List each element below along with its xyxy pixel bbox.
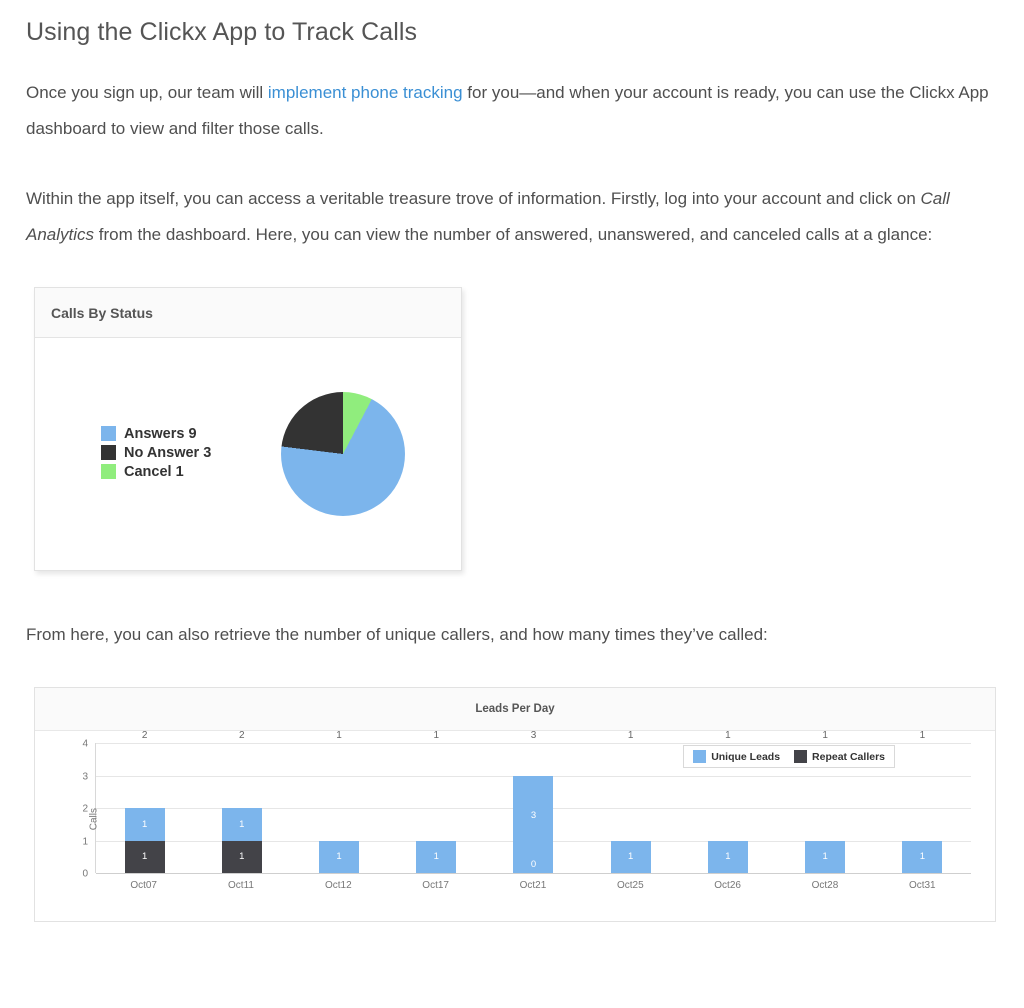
x-tick-label: Oct12 xyxy=(324,880,352,891)
bar-segment-repeat[interactable]: 0 xyxy=(513,856,553,873)
paragraph-3-text: From here, you can also retrieve the number of unique callers, and how many times they’ve called: xyxy=(26,625,768,644)
bar-segment-unique[interactable]: 1 xyxy=(222,808,262,841)
bar-column[interactable] xyxy=(874,730,971,873)
y-tick-2: 2 xyxy=(82,803,88,815)
paragraph-1-text-before: Once you sign up, our team will xyxy=(26,83,268,102)
x-axis-labels xyxy=(95,873,971,891)
bar-column[interactable] xyxy=(582,730,679,873)
gridline-0 xyxy=(82,868,971,880)
y-axis-label: Calls xyxy=(88,808,100,831)
bar-series-container xyxy=(96,730,971,873)
bar-stack[interactable] xyxy=(222,730,262,873)
bar-segment-unique[interactable]: 1 xyxy=(319,841,359,874)
x-tick-label: Oct25 xyxy=(616,880,644,891)
calls-by-status-header xyxy=(35,288,461,338)
pie-legend xyxy=(49,426,239,483)
bar-segment-repeat[interactable]: 1 xyxy=(222,841,262,874)
pie-chart-area xyxy=(239,392,447,516)
pie-legend-item-answers[interactable] xyxy=(101,426,239,442)
bar-total-label: 1 xyxy=(433,730,440,741)
bar-segment-unique[interactable]: 1 xyxy=(611,841,651,874)
x-tick-label: Oct17 xyxy=(422,880,449,891)
x-tick-label: Oct26 xyxy=(714,880,741,891)
paragraph-2-text-after: from the dashboard. Here, you can view the number of answered, unanswered, and canceled calls at a glance: xyxy=(94,225,933,244)
bar-total-label: 2 xyxy=(239,730,245,741)
bar-chart-plot xyxy=(82,730,971,880)
leads-per-day-body xyxy=(35,731,995,921)
bar-stack[interactable] xyxy=(805,730,845,874)
bar-column[interactable] xyxy=(679,730,776,873)
pie-chart[interactable] xyxy=(281,392,405,516)
bar-segment-unique[interactable]: 1 xyxy=(805,841,845,874)
paragraph-2-text-before: Within the app itself, you can access a veritable treasure trove of information. Firstly, log into your account and click on xyxy=(26,189,921,208)
y-tick-4: 4 xyxy=(82,738,88,750)
y-tick-3: 3 xyxy=(82,771,88,782)
x-tick-label: Oct11 xyxy=(228,880,254,891)
cancel-swatch-icon xyxy=(101,464,116,479)
bar-stack[interactable] xyxy=(902,730,942,874)
call-analytics-emphasis: Call Analytics xyxy=(26,189,950,244)
paragraph-2 xyxy=(26,181,998,253)
paragraph-1-text-after: for you—and when your account is ready, you can use the Clickx App dashboard to view and filter those calls. xyxy=(26,83,989,138)
bar-total-label: 1 xyxy=(919,730,926,741)
page-title: Using the Clickx App to Track Calls xyxy=(26,18,418,46)
x-tick-label: Oct28 xyxy=(811,880,839,891)
leads-per-day-card xyxy=(34,687,996,922)
bar-total-label: 3 xyxy=(530,730,537,741)
bar-column[interactable] xyxy=(777,730,874,873)
x-tick-label: Oct31 xyxy=(908,880,936,891)
pie-legend-label-no-answer: No Answer 3 xyxy=(124,444,212,461)
leads-per-day-title: Leads Per Day xyxy=(475,703,555,715)
bar-segment-unique[interactable]: 1 xyxy=(416,841,456,874)
bar-segment-unique[interactable]: 1 xyxy=(902,841,942,874)
bar-column[interactable] xyxy=(96,730,193,873)
answers-swatch-icon xyxy=(101,426,116,441)
bar-total-label: 1 xyxy=(725,730,731,741)
pie-legend-item-cancel[interactable] xyxy=(101,464,239,480)
bar-column[interactable] xyxy=(485,730,582,873)
no-answer-swatch-icon xyxy=(101,445,116,460)
paragraph-3 xyxy=(26,617,998,653)
y-tick-1: 1 xyxy=(82,836,88,847)
calls-by-status-body xyxy=(35,338,461,570)
bar-segment-unique[interactable]: 3 xyxy=(513,776,553,857)
bar-total-label: 1 xyxy=(336,730,342,741)
x-tick-label: Oct21 xyxy=(519,880,547,891)
legend-label-repeat-callers: Repeat Callers xyxy=(812,750,885,763)
bar-total-label: 1 xyxy=(627,730,634,741)
phone-tracking-link[interactable]: implement phone tracking xyxy=(267,83,463,102)
bar-total-label: 2 xyxy=(141,730,148,741)
legend-label-unique-leads: Unique Leads xyxy=(711,750,781,763)
paragraph-1 xyxy=(26,75,998,147)
pie-legend-label-cancel: Cancel 1 xyxy=(124,463,184,480)
bar-column[interactable] xyxy=(290,730,387,873)
bar-segment-repeat[interactable]: 1 xyxy=(125,841,165,874)
bar-column[interactable] xyxy=(388,730,485,873)
pie-legend-item-no-answer[interactable] xyxy=(101,445,239,461)
bar-stack[interactable] xyxy=(611,730,651,874)
x-tick-label: Oct07 xyxy=(130,880,157,891)
leads-per-day-header xyxy=(35,688,995,731)
bar-stack[interactable] xyxy=(513,730,553,874)
calls-by-status-title: Calls By Status xyxy=(51,304,153,321)
y-tick-0: 0 xyxy=(82,868,88,880)
bar-stack[interactable] xyxy=(125,730,165,873)
pie-legend-label-answers: Answers 9 xyxy=(124,425,197,442)
bar-stack[interactable] xyxy=(319,730,359,874)
bar-segment-unique[interactable]: 1 xyxy=(708,841,748,874)
bar-segment-unique[interactable]: 1 xyxy=(125,808,165,841)
calls-by-status-card xyxy=(34,287,462,571)
bar-total-label: 1 xyxy=(822,730,828,741)
bar-stack[interactable] xyxy=(416,730,456,874)
bar-column[interactable] xyxy=(193,730,290,873)
